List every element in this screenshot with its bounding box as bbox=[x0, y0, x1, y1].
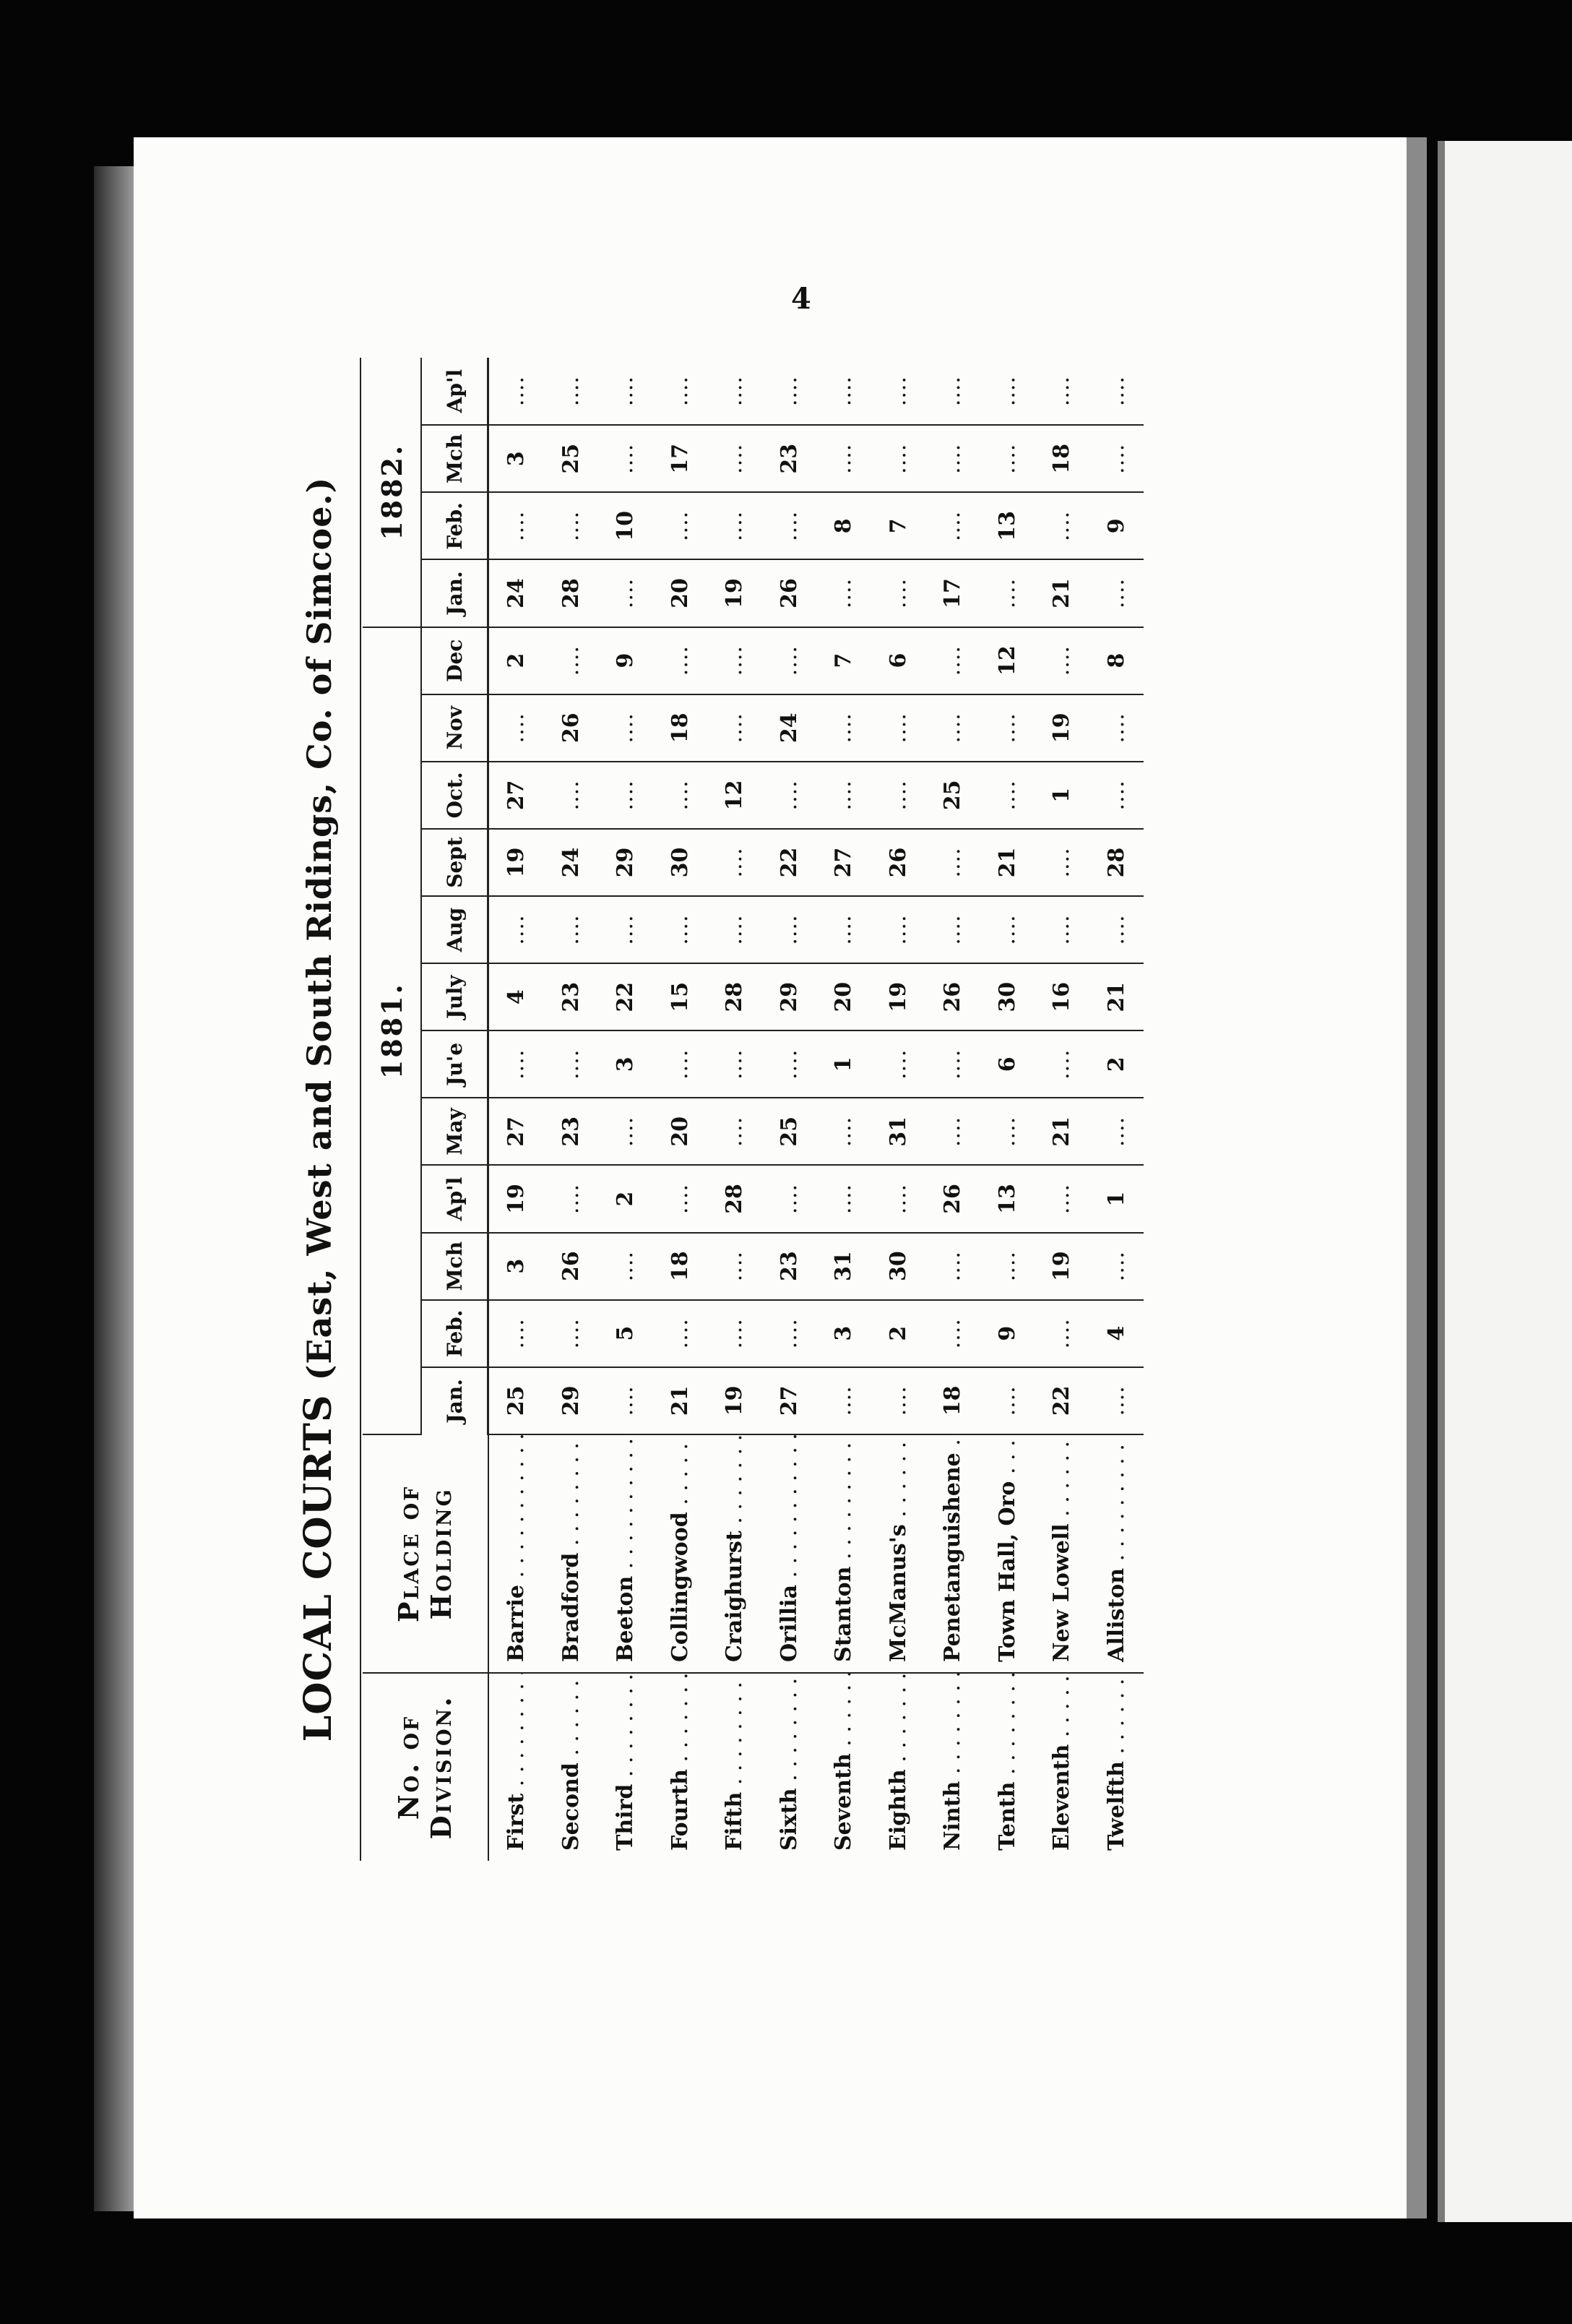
empty-cell bbox=[598, 425, 653, 492]
empty-cell bbox=[871, 1367, 926, 1434]
date-cell: 20 bbox=[653, 559, 708, 627]
empty-cell bbox=[925, 627, 980, 694]
empty-cell bbox=[816, 1367, 871, 1434]
empty-cell bbox=[488, 358, 544, 425]
place-cell: Orillia . . . bbox=[762, 1434, 817, 1673]
date-cell: 26 bbox=[544, 694, 599, 762]
empty-cell bbox=[598, 1098, 653, 1165]
empty-cell bbox=[488, 896, 544, 963]
year-1882-header: 1882. bbox=[363, 358, 421, 627]
empty-cell bbox=[707, 1030, 762, 1098]
date-cell: 5 bbox=[598, 1300, 653, 1367]
month-header: July bbox=[421, 963, 488, 1030]
date-cell: 3 bbox=[598, 1030, 653, 1098]
empty-cell bbox=[871, 762, 926, 829]
date-cell: 7 bbox=[871, 492, 926, 559]
adjacent-page-edge bbox=[1438, 141, 1572, 2222]
year-1881-header: 1881. bbox=[363, 627, 421, 1434]
date-cell: 31 bbox=[871, 1098, 926, 1165]
empty-cell bbox=[707, 1300, 762, 1367]
date-cell: 23 bbox=[544, 1098, 599, 1165]
empty-cell bbox=[816, 694, 871, 762]
year-header-row bbox=[363, 358, 421, 1861]
date-cell: 23 bbox=[762, 425, 817, 492]
date-cell: 19 bbox=[1035, 694, 1089, 762]
date-cell: 27 bbox=[488, 762, 544, 829]
table-row bbox=[653, 358, 708, 1861]
date-cell: 27 bbox=[762, 1367, 817, 1434]
date-cell: 19 bbox=[1035, 1233, 1089, 1300]
date-cell: 30 bbox=[871, 1233, 926, 1300]
empty-cell bbox=[980, 358, 1035, 425]
empty-cell bbox=[925, 492, 980, 559]
date-cell: 17 bbox=[653, 425, 708, 492]
empty-cell bbox=[1089, 1098, 1144, 1165]
date-cell: 29 bbox=[544, 1367, 599, 1434]
month-header: Jan. bbox=[421, 559, 488, 627]
empty-cell bbox=[544, 762, 599, 829]
empty-cell bbox=[1035, 829, 1089, 896]
place-cell: McManus's . . . bbox=[871, 1434, 926, 1673]
month-header: Dec bbox=[421, 627, 488, 694]
title-subtitle: (East, West and South Ridings, Co. of Simcoe.) bbox=[300, 476, 339, 1381]
place-cell: Barrie . . . bbox=[488, 1434, 544, 1673]
empty-cell bbox=[1089, 762, 1144, 829]
place-cell: Collingwood . . . bbox=[653, 1434, 708, 1673]
empty-cell bbox=[488, 1300, 544, 1367]
date-cell: 31 bbox=[816, 1233, 871, 1300]
date-cell: 19 bbox=[871, 963, 926, 1030]
empty-cell bbox=[598, 1233, 653, 1300]
empty-cell bbox=[871, 358, 926, 425]
empty-cell bbox=[1035, 492, 1089, 559]
place-cell: New Lowell . . . bbox=[1035, 1434, 1089, 1673]
empty-cell bbox=[871, 1165, 926, 1232]
date-cell: 21 bbox=[1089, 963, 1144, 1030]
empty-cell bbox=[762, 896, 817, 963]
table-row bbox=[816, 358, 871, 1861]
place-cell: Penetanguishene . . . bbox=[925, 1434, 980, 1673]
date-cell: 4 bbox=[488, 963, 544, 1030]
place-cell: Stanton . . . bbox=[816, 1434, 871, 1673]
date-cell: 1 bbox=[1089, 1165, 1144, 1232]
date-cell: 4 bbox=[1089, 1300, 1144, 1367]
empty-cell bbox=[544, 1030, 599, 1098]
date-cell: 22 bbox=[762, 829, 817, 896]
empty-cell bbox=[653, 627, 708, 694]
empty-cell bbox=[925, 1098, 980, 1165]
empty-cell bbox=[1035, 896, 1089, 963]
table-row bbox=[980, 358, 1035, 1861]
division-column-header: No. of Division. bbox=[363, 1673, 488, 1861]
empty-cell bbox=[925, 358, 980, 425]
empty-cell bbox=[1035, 1165, 1089, 1232]
date-cell: 2 bbox=[488, 627, 544, 694]
month-header: Mch bbox=[421, 425, 488, 492]
date-cell: 9 bbox=[1089, 492, 1144, 559]
date-cell: 28 bbox=[707, 963, 762, 1030]
empty-cell bbox=[707, 425, 762, 492]
empty-cell bbox=[653, 1030, 708, 1098]
month-header: Sept bbox=[421, 829, 488, 896]
place-cell: Craighurst . . . bbox=[707, 1434, 762, 1673]
date-cell: 26 bbox=[762, 559, 817, 627]
empty-cell bbox=[871, 1030, 926, 1098]
page-title bbox=[296, 358, 340, 1861]
empty-cell bbox=[707, 896, 762, 963]
empty-cell bbox=[707, 694, 762, 762]
empty-cell bbox=[816, 559, 871, 627]
date-cell: 18 bbox=[653, 694, 708, 762]
empty-cell bbox=[707, 1233, 762, 1300]
empty-cell bbox=[544, 1300, 599, 1367]
empty-cell bbox=[980, 425, 1035, 492]
place-cell: Alliston . . . bbox=[1089, 1434, 1144, 1673]
date-cell: 30 bbox=[980, 963, 1035, 1030]
empty-cell bbox=[1089, 1367, 1144, 1434]
date-cell: 8 bbox=[816, 492, 871, 559]
place-cell: Town Hall, Oro . . . bbox=[980, 1434, 1035, 1673]
empty-cell bbox=[653, 896, 708, 963]
month-header: Oct. bbox=[421, 762, 488, 829]
division-cell: Fourth . . . bbox=[653, 1673, 708, 1861]
table-row bbox=[544, 358, 599, 1861]
empty-cell bbox=[707, 492, 762, 559]
date-cell: 23 bbox=[544, 963, 599, 1030]
empty-cell bbox=[1089, 1233, 1144, 1300]
table-row bbox=[762, 358, 817, 1861]
empty-cell bbox=[980, 1233, 1035, 1300]
date-cell: 1 bbox=[1035, 762, 1089, 829]
empty-cell bbox=[544, 492, 599, 559]
empty-cell bbox=[544, 896, 599, 963]
date-cell: 3 bbox=[488, 1233, 544, 1300]
date-cell: 18 bbox=[653, 1233, 708, 1300]
empty-cell bbox=[925, 1233, 980, 1300]
date-cell: 25 bbox=[762, 1098, 817, 1165]
table-row bbox=[871, 358, 926, 1861]
table-row bbox=[1089, 358, 1144, 1861]
empty-cell bbox=[1035, 627, 1089, 694]
date-cell: 1 bbox=[816, 1030, 871, 1098]
date-cell: 26 bbox=[544, 1233, 599, 1300]
empty-cell bbox=[488, 492, 544, 559]
date-cell: 9 bbox=[980, 1300, 1035, 1367]
date-cell: 29 bbox=[598, 829, 653, 896]
empty-cell bbox=[816, 358, 871, 425]
empty-cell bbox=[1035, 1030, 1089, 1098]
division-cell: Fifth . . . bbox=[707, 1673, 762, 1861]
date-cell: 27 bbox=[488, 1098, 544, 1165]
date-cell: 25 bbox=[544, 425, 599, 492]
empty-cell bbox=[1089, 694, 1144, 762]
date-cell: 26 bbox=[871, 829, 926, 896]
empty-cell bbox=[871, 896, 926, 963]
date-cell: 2 bbox=[871, 1300, 926, 1367]
empty-cell bbox=[762, 1300, 817, 1367]
division-cell: First . . . bbox=[488, 1673, 544, 1861]
division-cell: Twelfth . . . bbox=[1089, 1673, 1144, 1861]
date-cell: 19 bbox=[488, 829, 544, 896]
title-main: LOCAL COURTS bbox=[296, 1394, 340, 1742]
date-cell: 23 bbox=[762, 1233, 817, 1300]
month-header: Feb. bbox=[421, 492, 488, 559]
empty-cell bbox=[653, 1300, 708, 1367]
date-cell: 24 bbox=[544, 829, 599, 896]
empty-cell bbox=[816, 1098, 871, 1165]
table-row bbox=[707, 358, 762, 1861]
date-cell: 21 bbox=[1035, 559, 1089, 627]
empty-cell bbox=[1089, 896, 1144, 963]
table-row bbox=[925, 358, 980, 1861]
date-cell: 29 bbox=[762, 963, 817, 1030]
date-cell: 30 bbox=[653, 829, 708, 896]
date-cell: 8 bbox=[1089, 627, 1144, 694]
date-cell: 18 bbox=[925, 1367, 980, 1434]
page-edge-shadow bbox=[94, 166, 134, 2211]
date-cell: 2 bbox=[598, 1165, 653, 1232]
courts-table bbox=[363, 358, 1144, 1861]
month-header: Aug bbox=[421, 896, 488, 963]
date-cell: 21 bbox=[653, 1367, 708, 1434]
table-row bbox=[488, 358, 544, 1861]
date-cell: 21 bbox=[1035, 1098, 1089, 1165]
month-header: Ap'l bbox=[421, 1165, 488, 1232]
date-cell: 10 bbox=[598, 492, 653, 559]
empty-cell bbox=[925, 1300, 980, 1367]
table-row bbox=[598, 358, 653, 1861]
date-cell: 20 bbox=[653, 1098, 708, 1165]
empty-cell bbox=[1035, 1300, 1089, 1367]
date-cell: 28 bbox=[707, 1165, 762, 1232]
empty-cell bbox=[980, 559, 1035, 627]
date-cell: 9 bbox=[598, 627, 653, 694]
date-cell: 6 bbox=[871, 627, 926, 694]
empty-cell bbox=[871, 694, 926, 762]
date-cell: 25 bbox=[488, 1367, 544, 1434]
date-cell: 3 bbox=[816, 1300, 871, 1367]
date-cell: 6 bbox=[980, 1030, 1035, 1098]
empty-cell bbox=[980, 694, 1035, 762]
date-cell: 22 bbox=[598, 963, 653, 1030]
division-cell: Eighth . . . bbox=[871, 1673, 926, 1861]
division-cell: Second . . . bbox=[544, 1673, 599, 1861]
date-cell: 13 bbox=[980, 492, 1035, 559]
empty-cell bbox=[762, 492, 817, 559]
date-cell: 26 bbox=[925, 1165, 980, 1232]
rotated-table-block bbox=[296, 358, 1271, 1861]
empty-cell bbox=[544, 1165, 599, 1232]
empty-cell bbox=[925, 694, 980, 762]
date-cell: 28 bbox=[544, 559, 599, 627]
table-row bbox=[1035, 358, 1089, 1861]
date-cell: 16 bbox=[1035, 963, 1089, 1030]
empty-cell bbox=[762, 627, 817, 694]
empty-cell bbox=[598, 1367, 653, 1434]
empty-cell bbox=[707, 1098, 762, 1165]
date-cell: 3 bbox=[488, 425, 544, 492]
date-cell: 15 bbox=[653, 963, 708, 1030]
empty-cell bbox=[1035, 358, 1089, 425]
division-cell: Eleventh . . . bbox=[1035, 1673, 1089, 1861]
date-cell: 13 bbox=[980, 1165, 1035, 1232]
empty-cell bbox=[925, 1030, 980, 1098]
place-column-header: Place of Holding bbox=[363, 1434, 488, 1673]
empty-cell bbox=[925, 896, 980, 963]
date-cell: 12 bbox=[707, 762, 762, 829]
division-cell: Tenth . . . bbox=[980, 1673, 1035, 1861]
place-cell: Bradford . . . bbox=[544, 1434, 599, 1673]
date-cell: 19 bbox=[707, 559, 762, 627]
empty-cell bbox=[925, 425, 980, 492]
empty-cell bbox=[707, 627, 762, 694]
division-cell: Sixth . . . bbox=[762, 1673, 817, 1861]
empty-cell bbox=[653, 1165, 708, 1232]
division-cell: Third . . . bbox=[598, 1673, 653, 1861]
empty-cell bbox=[925, 829, 980, 896]
date-cell: 7 bbox=[816, 627, 871, 694]
empty-cell bbox=[1089, 559, 1144, 627]
empty-cell bbox=[816, 1165, 871, 1232]
month-header: Mch bbox=[421, 1233, 488, 1300]
date-cell: 22 bbox=[1035, 1367, 1089, 1434]
date-cell: 19 bbox=[488, 1165, 544, 1232]
empty-cell bbox=[1089, 425, 1144, 492]
date-cell: 25 bbox=[925, 762, 980, 829]
date-cell: 27 bbox=[816, 829, 871, 896]
empty-cell bbox=[980, 762, 1035, 829]
empty-cell bbox=[653, 358, 708, 425]
empty-cell bbox=[816, 762, 871, 829]
empty-cell bbox=[488, 1030, 544, 1098]
date-cell: 24 bbox=[762, 694, 817, 762]
empty-cell bbox=[980, 1098, 1035, 1165]
empty-cell bbox=[871, 425, 926, 492]
empty-cell bbox=[762, 1030, 817, 1098]
empty-cell bbox=[707, 358, 762, 425]
empty-cell bbox=[762, 358, 817, 425]
division-cell: Seventh . . . bbox=[816, 1673, 871, 1861]
empty-cell bbox=[653, 492, 708, 559]
date-cell: 21 bbox=[980, 829, 1035, 896]
month-header: Jan. bbox=[421, 1367, 488, 1434]
empty-cell bbox=[871, 559, 926, 627]
table-body bbox=[488, 358, 1144, 1861]
month-header: May bbox=[421, 1098, 488, 1165]
empty-cell bbox=[598, 762, 653, 829]
division-cell: Ninth . . . bbox=[925, 1673, 980, 1861]
empty-cell bbox=[980, 1367, 1035, 1434]
empty-cell bbox=[598, 694, 653, 762]
date-cell: 26 bbox=[925, 963, 980, 1030]
date-cell: 2 bbox=[1089, 1030, 1144, 1098]
month-header: Ap'l bbox=[421, 358, 488, 425]
date-cell: 24 bbox=[488, 559, 544, 627]
empty-cell bbox=[544, 627, 599, 694]
empty-cell bbox=[762, 1165, 817, 1232]
top-rule bbox=[360, 358, 361, 1861]
empty-cell bbox=[598, 896, 653, 963]
empty-cell bbox=[488, 694, 544, 762]
date-cell: 18 bbox=[1035, 425, 1089, 492]
empty-cell bbox=[707, 829, 762, 896]
empty-cell bbox=[598, 559, 653, 627]
place-cell: Beeton . . . bbox=[598, 1434, 653, 1673]
empty-cell bbox=[544, 358, 599, 425]
empty-cell bbox=[980, 896, 1035, 963]
date-cell: 20 bbox=[816, 963, 871, 1030]
empty-cell bbox=[653, 762, 708, 829]
date-cell: 19 bbox=[707, 1367, 762, 1434]
empty-cell bbox=[816, 425, 871, 492]
month-header: Nov bbox=[421, 694, 488, 762]
empty-cell bbox=[762, 762, 817, 829]
date-cell: 17 bbox=[925, 559, 980, 627]
date-cell: 28 bbox=[1089, 829, 1144, 896]
page-number: 4 bbox=[791, 282, 811, 316]
empty-cell bbox=[598, 358, 653, 425]
date-cell: 12 bbox=[980, 627, 1035, 694]
empty-cell bbox=[1089, 358, 1144, 425]
month-header: Feb. bbox=[421, 1300, 488, 1367]
month-header: Ju'e bbox=[421, 1030, 488, 1098]
empty-cell bbox=[816, 896, 871, 963]
